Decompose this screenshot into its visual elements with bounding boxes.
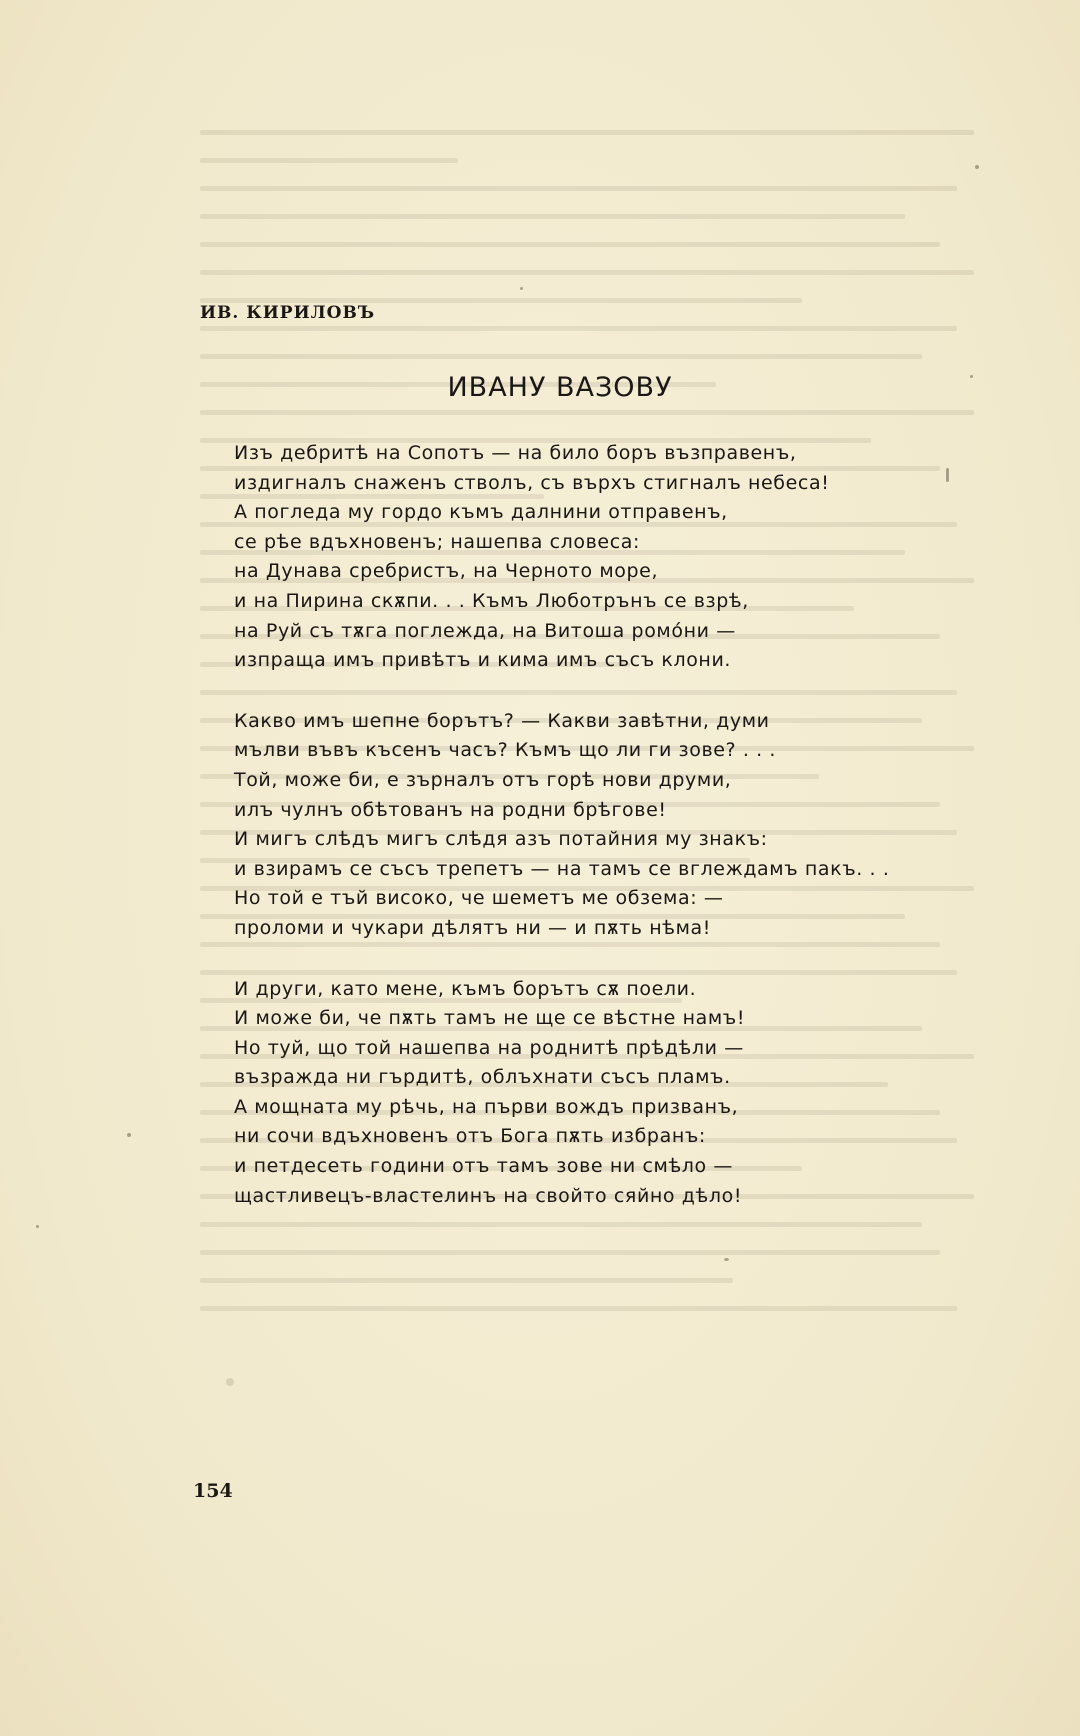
poem-line: възражда ни гърдитѣ, облъхнати съсъ пламъ. [234, 1066, 731, 1089]
poem-line: илъ чулнъ обѣтованъ на родни брѣгове! [234, 798, 667, 821]
poem-line: Изъ дебритѣ на Сопотъ — на било боръ възправенъ, [234, 442, 797, 464]
poem-line: на Дунава сребристъ, на Черното море, [234, 560, 659, 583]
poem-line: Какво имъ шепне борътъ? — Какви завѣтни, думи [234, 709, 770, 732]
poem-line: и взирамъ се съсъ трепетъ — на тамъ се вглеждамъ пакъ. . . [234, 857, 890, 880]
paper-speck [970, 375, 973, 378]
paper-speck [975, 165, 979, 169]
poem-line: и на Пирина скѫпи. . . Къмъ Люботрънъ се взрѣ, [234, 589, 749, 612]
stanza-1 [234, 439, 1014, 676]
paper-speck [127, 1133, 131, 1137]
poem-line: изпраща имъ привѣтъ и кима имъ съсъ клони. [234, 649, 732, 672]
paper-speck [226, 1378, 234, 1386]
poem-line: се рѣе вдъхновенъ; нашепва словеса: [234, 530, 640, 553]
paper-speck [36, 1225, 39, 1228]
paper-speck [946, 468, 949, 482]
poem-line: и петдесеть години отъ тамъ зове ни смѣло — [234, 1155, 734, 1178]
page-number: 154 [193, 1480, 233, 1502]
poem-line: И може би, че пѫть тамъ не ще се вѣстне намъ! [234, 1007, 746, 1030]
author-name: ИВ. КИРИЛОВЪ [200, 303, 376, 323]
poem-line: ни сочи вдъхновенъ отъ Бога пѫть избранъ: [234, 1125, 706, 1148]
poem-line: мълви въвъ късенъ часъ? Къмъ що ли ги зове? . . . [234, 739, 777, 762]
paper-speck [520, 287, 523, 290]
poem-line: Той, може би, е зърналъ отъ горѣ нови друми, [234, 768, 732, 791]
poem-title: ИВАНУ ВАЗОВУ [447, 372, 673, 403]
poem-line: И други, като мене, къмъ борътъ сѫ поели. [234, 977, 697, 1000]
paper-speck [724, 1258, 729, 1261]
poem-line: А мощната му рѣчь, на първи вождъ призванъ, [234, 1095, 739, 1118]
poem-line: Но туй, що той нашепва на роднитѣ прѣдѣли — [234, 1036, 744, 1059]
poem-line: на Руй съ тѫга поглежда, на Витоша ромо́ни — [234, 619, 736, 642]
poem-line: проломи и чукари дѣлятъ ни — и пѫть нѣма! [234, 916, 711, 939]
stanza-2 [234, 707, 1014, 944]
poem-line: издигналъ снаженъ стволъ, съ върхъ стигналъ небеса! [234, 471, 830, 494]
poem-line: И мигъ слѣдъ мигъ слѣдя азъ потайния му знакъ: [234, 828, 768, 851]
stanza-3 [234, 975, 1014, 1212]
poem-line: Но той е тъй високо, че шеметъ ме обзема: — [234, 887, 724, 910]
poem-body [234, 439, 1014, 1242]
poem-line: А погледа му гордо къмъ далнини отправенъ, [234, 501, 728, 524]
poem-line: щастливецъ-властелинъ на свойто сяйно дѣло! [234, 1184, 743, 1207]
